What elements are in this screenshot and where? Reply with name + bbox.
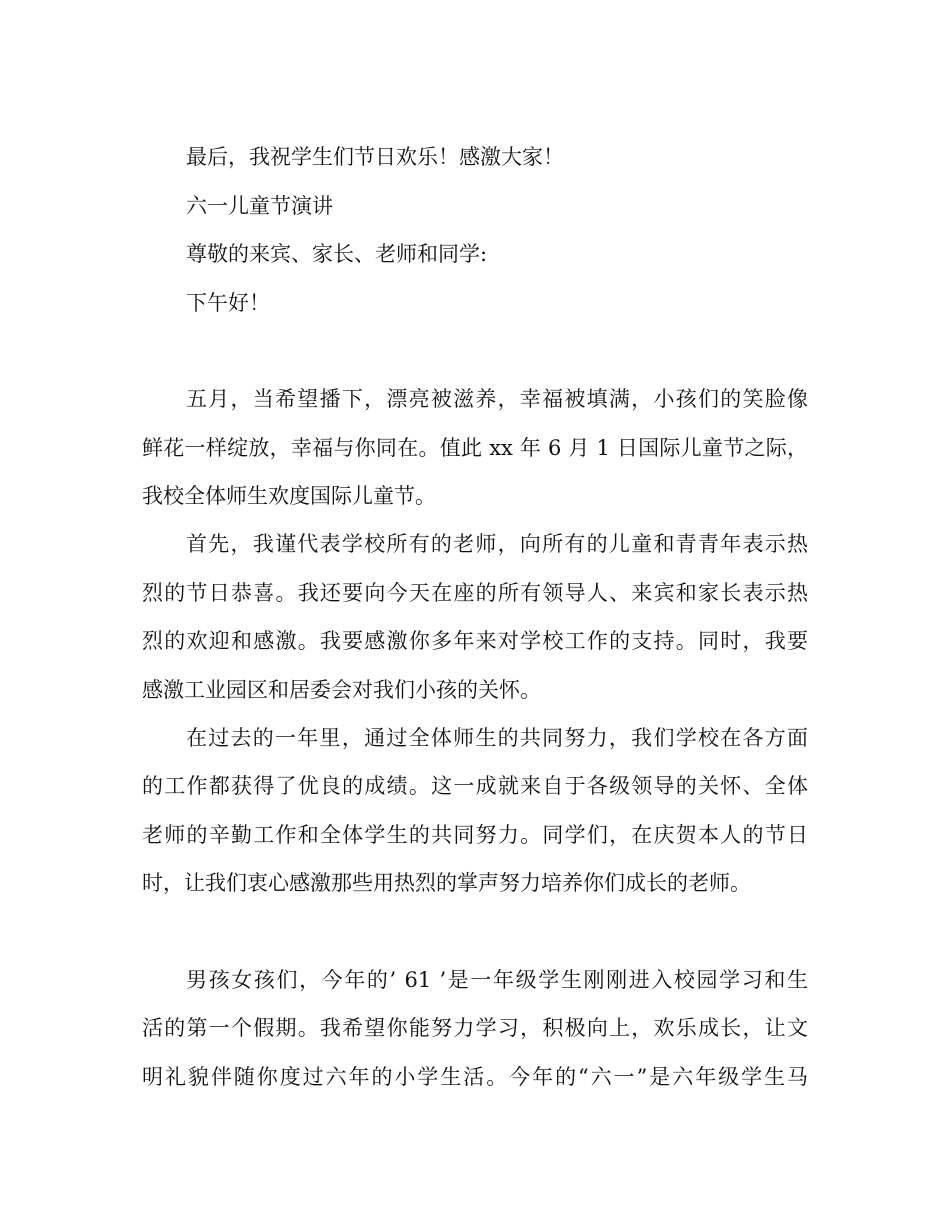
paragraph-3-line-1: 在过去的一年里，通过全体师生的共同努力，我们学校在各方面 [186, 726, 808, 750]
paragraph-1-line-3: 我校全体师生欢度国际儿童节。 [142, 484, 436, 508]
paragraph-3-line-4: 时，让我们衷心感激那些用热烈的掌声努力培养你们成长的老师。 [142, 871, 751, 895]
salutation: 尊敬的来宾、家长、老师和同学: [186, 242, 488, 266]
paragraph-2-line-1: 首先，我谨代表学校所有的老师，向所有的儿童和青青年表示热 [186, 532, 808, 556]
paragraph-2-line-2: 烈的节日恭喜。我还要向今天在座的所有领导人、来宾和家长表示热 [142, 581, 808, 605]
paragraph-4-line-2: 活的第一个假期。我希望你能努力学习，积极向上，欢乐成长，让文 [142, 1016, 808, 1040]
paragraph-3-line-3: 老师的辛勤工作和全体学生的共同努力。同学们，在庆贺本人的节日 [142, 823, 808, 847]
paragraph-4-line-3: 明礼貌伴随你度过六年的小学生活。今年的“六一”是六年级学生马 [142, 1065, 808, 1089]
paragraph-2-line-3: 烈的欢迎和感激。我要感激你多年来对学校工作的支持。同时，我要 [142, 629, 808, 653]
paragraph-1-line-2: 鲜花一样绽放，幸福与你同在。值此 xx 年 6 月 1 日国际儿童节之际， [142, 436, 808, 460]
closing-line: 最后，我祝学生们节日欢乐！感激大家！ [186, 145, 564, 169]
paragraph-4-line-1: 男孩女孩们，今年的’ 61 ’是一年级学生刚刚进入校园学习和生 [186, 968, 808, 992]
speech-title: 六一儿童节演讲 [186, 194, 333, 218]
paragraph-2-line-4: 感激工业园区和居委会对我们小孩的关怀。 [142, 678, 541, 702]
paragraph-3-line-2: 的工作都获得了优良的成绩。这一成就来自于各级领导的关怀、全体 [142, 774, 808, 798]
paragraph-1-line-1: 五月，当希望播下，漂亮被滋养，幸福被填满，小孩们的笑脸像 [186, 387, 808, 411]
greeting: 下午好！ [186, 291, 270, 315]
